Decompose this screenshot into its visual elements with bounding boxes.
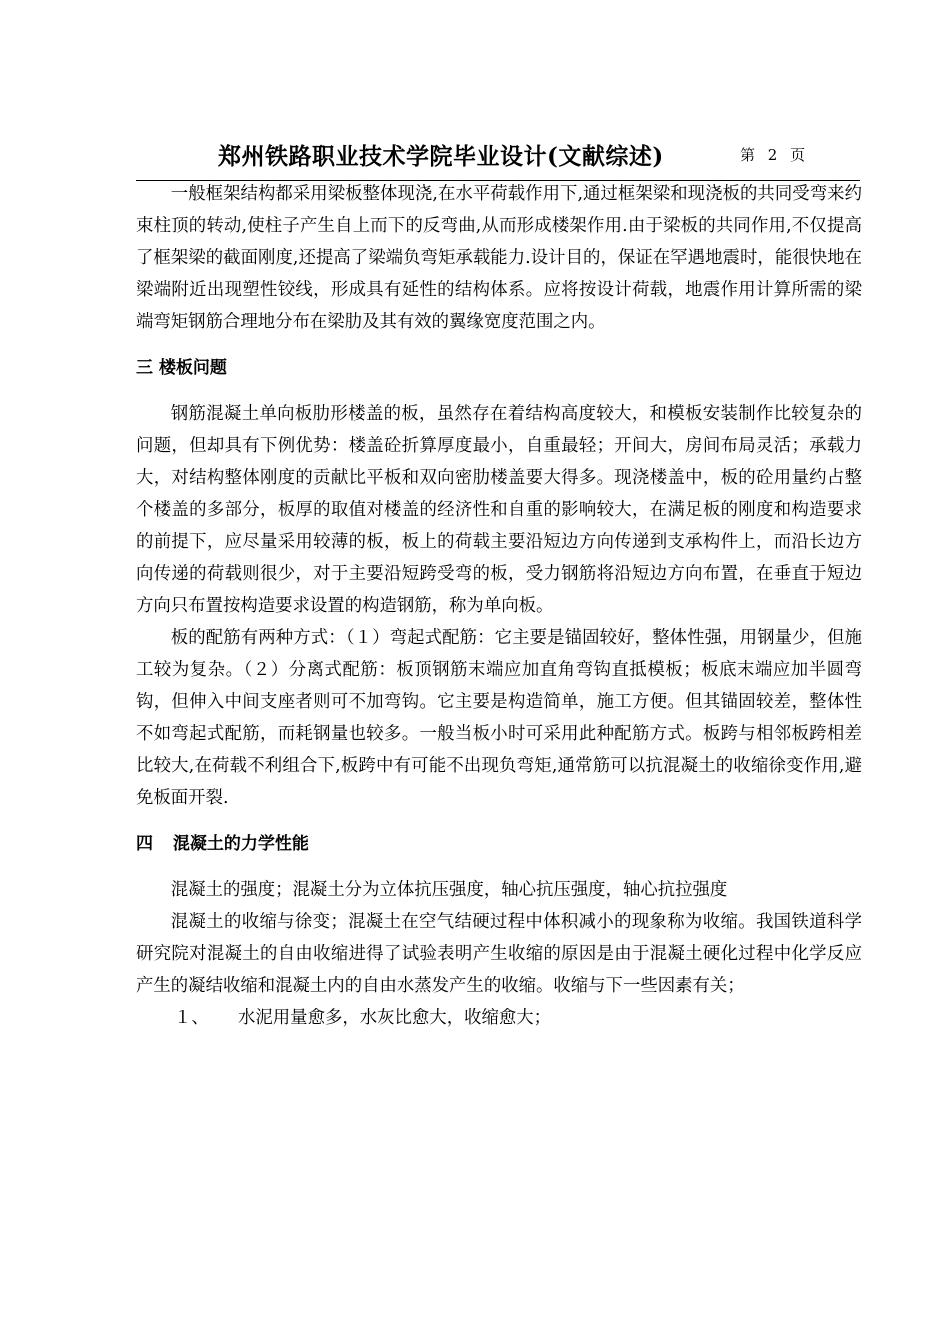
paragraph-one-way-slab: 钢筋混凝土单向板肋形楼盖的板，虽然存在着结构高度较大，和模板安装制作比较复杂的问题，但却具有下例优势：楼盖砼折算厚度最小，自重最轻；开间大，房间布局灵活；承载力大，对结构整体刚度的贡献比平板和双向密肋楼盖要大得多。现浇楼盖中，板的砼用量约占整个楼盖的多部分，板厚的取值对楼盖的经济性和自重的影响较大，在满足板的刚度和构造要求的前提下，应尽量采用较薄的板，板上的荷载主要沿短边方向传递到支承构件上，而沿长边方向传递的荷载则很少，对于主要沿短跨受弯的板，受力钢筋将沿短边方向布置，在垂直于短边方向只布置按构造要求设置的构造钢筋，称为单向板。 [136, 404, 862, 616]
document-body [136, 178, 862, 1034]
paragraph-frame-structure: 一般框架结构都采用梁板整体现浇,在水平荷载作用下,通过框架梁和现浇板的共同受弯来约束柱顶的转动,使柱子产生自上而下的反弯曲,从而形成楼架作用.由于梁板的共同作用,不仅提高了框架梁的截面刚度,还提高了梁端负弯矩承载能力.设计目的，保证在罕遇地震时，能很快地在梁端附近出现塑性铰线，形成具有延性的结构体系。应将按设计荷载，地震作用计算所需的梁端弯矩钢筋合理地分布在梁肋及其有效的翼缘宽度范围之内。 [136, 184, 862, 332]
page-number: 第 2 页 [740, 146, 806, 164]
list-item-number: １、 [174, 1008, 209, 1028]
paragraph-reinforcement: 板的配筋有两种方式：（１）弯起式配筋：它主要是锚固较好，整体性强，用钢量少，但施工较为复杂。（２）分离式配筋：板顶钢筋末端应加直角弯钩直抵模板；板底末端应加半圆弯钩，但伸入中间支座者则可不加弯钩。它主要是构造简单，施工方便。但其锚固较差，整体性不如弯起式配筋，而耗钢量也较多。一般当板小时可采用此种配筋方式。板跨与相邻板跨相差比较大,在荷载不利组合下,板跨中有可能不出现负弯矩,通常筋可以抗混凝土的收缩徐变作用,避免板面开裂. [136, 628, 862, 808]
header-title: 郑州铁路职业技术学院毕业设计(文献综述) [218, 143, 664, 170]
paragraph-shrinkage-creep: 混凝土的收缩与徐变；混凝土在空气结硬过程中体积减小的现象称为收缩。我国铁道科学研究院对混凝土的自由收缩进得了试验表明产生收缩的原因是由于混凝土硬化过程中化学反应产生的凝结收缩和混凝土内的自由水蒸发产生的收缩。收缩与下一些因素有关； [136, 912, 862, 996]
section-heading-concrete-properties: 四 混凝土的力学性能 [136, 834, 309, 854]
list-item [136, 1002, 862, 1034]
page-header [136, 136, 860, 181]
paragraph-concrete-strength: 混凝土的强度；混凝土分为立体抗压强度，轴心抗压强度，轴心抗拉强度 [170, 880, 728, 900]
section-heading-floor-slab: 三 楼板问题 [136, 358, 227, 378]
list-item-text: 水泥用量愈多，水灰比愈大，收缩愈大； [238, 1008, 552, 1028]
